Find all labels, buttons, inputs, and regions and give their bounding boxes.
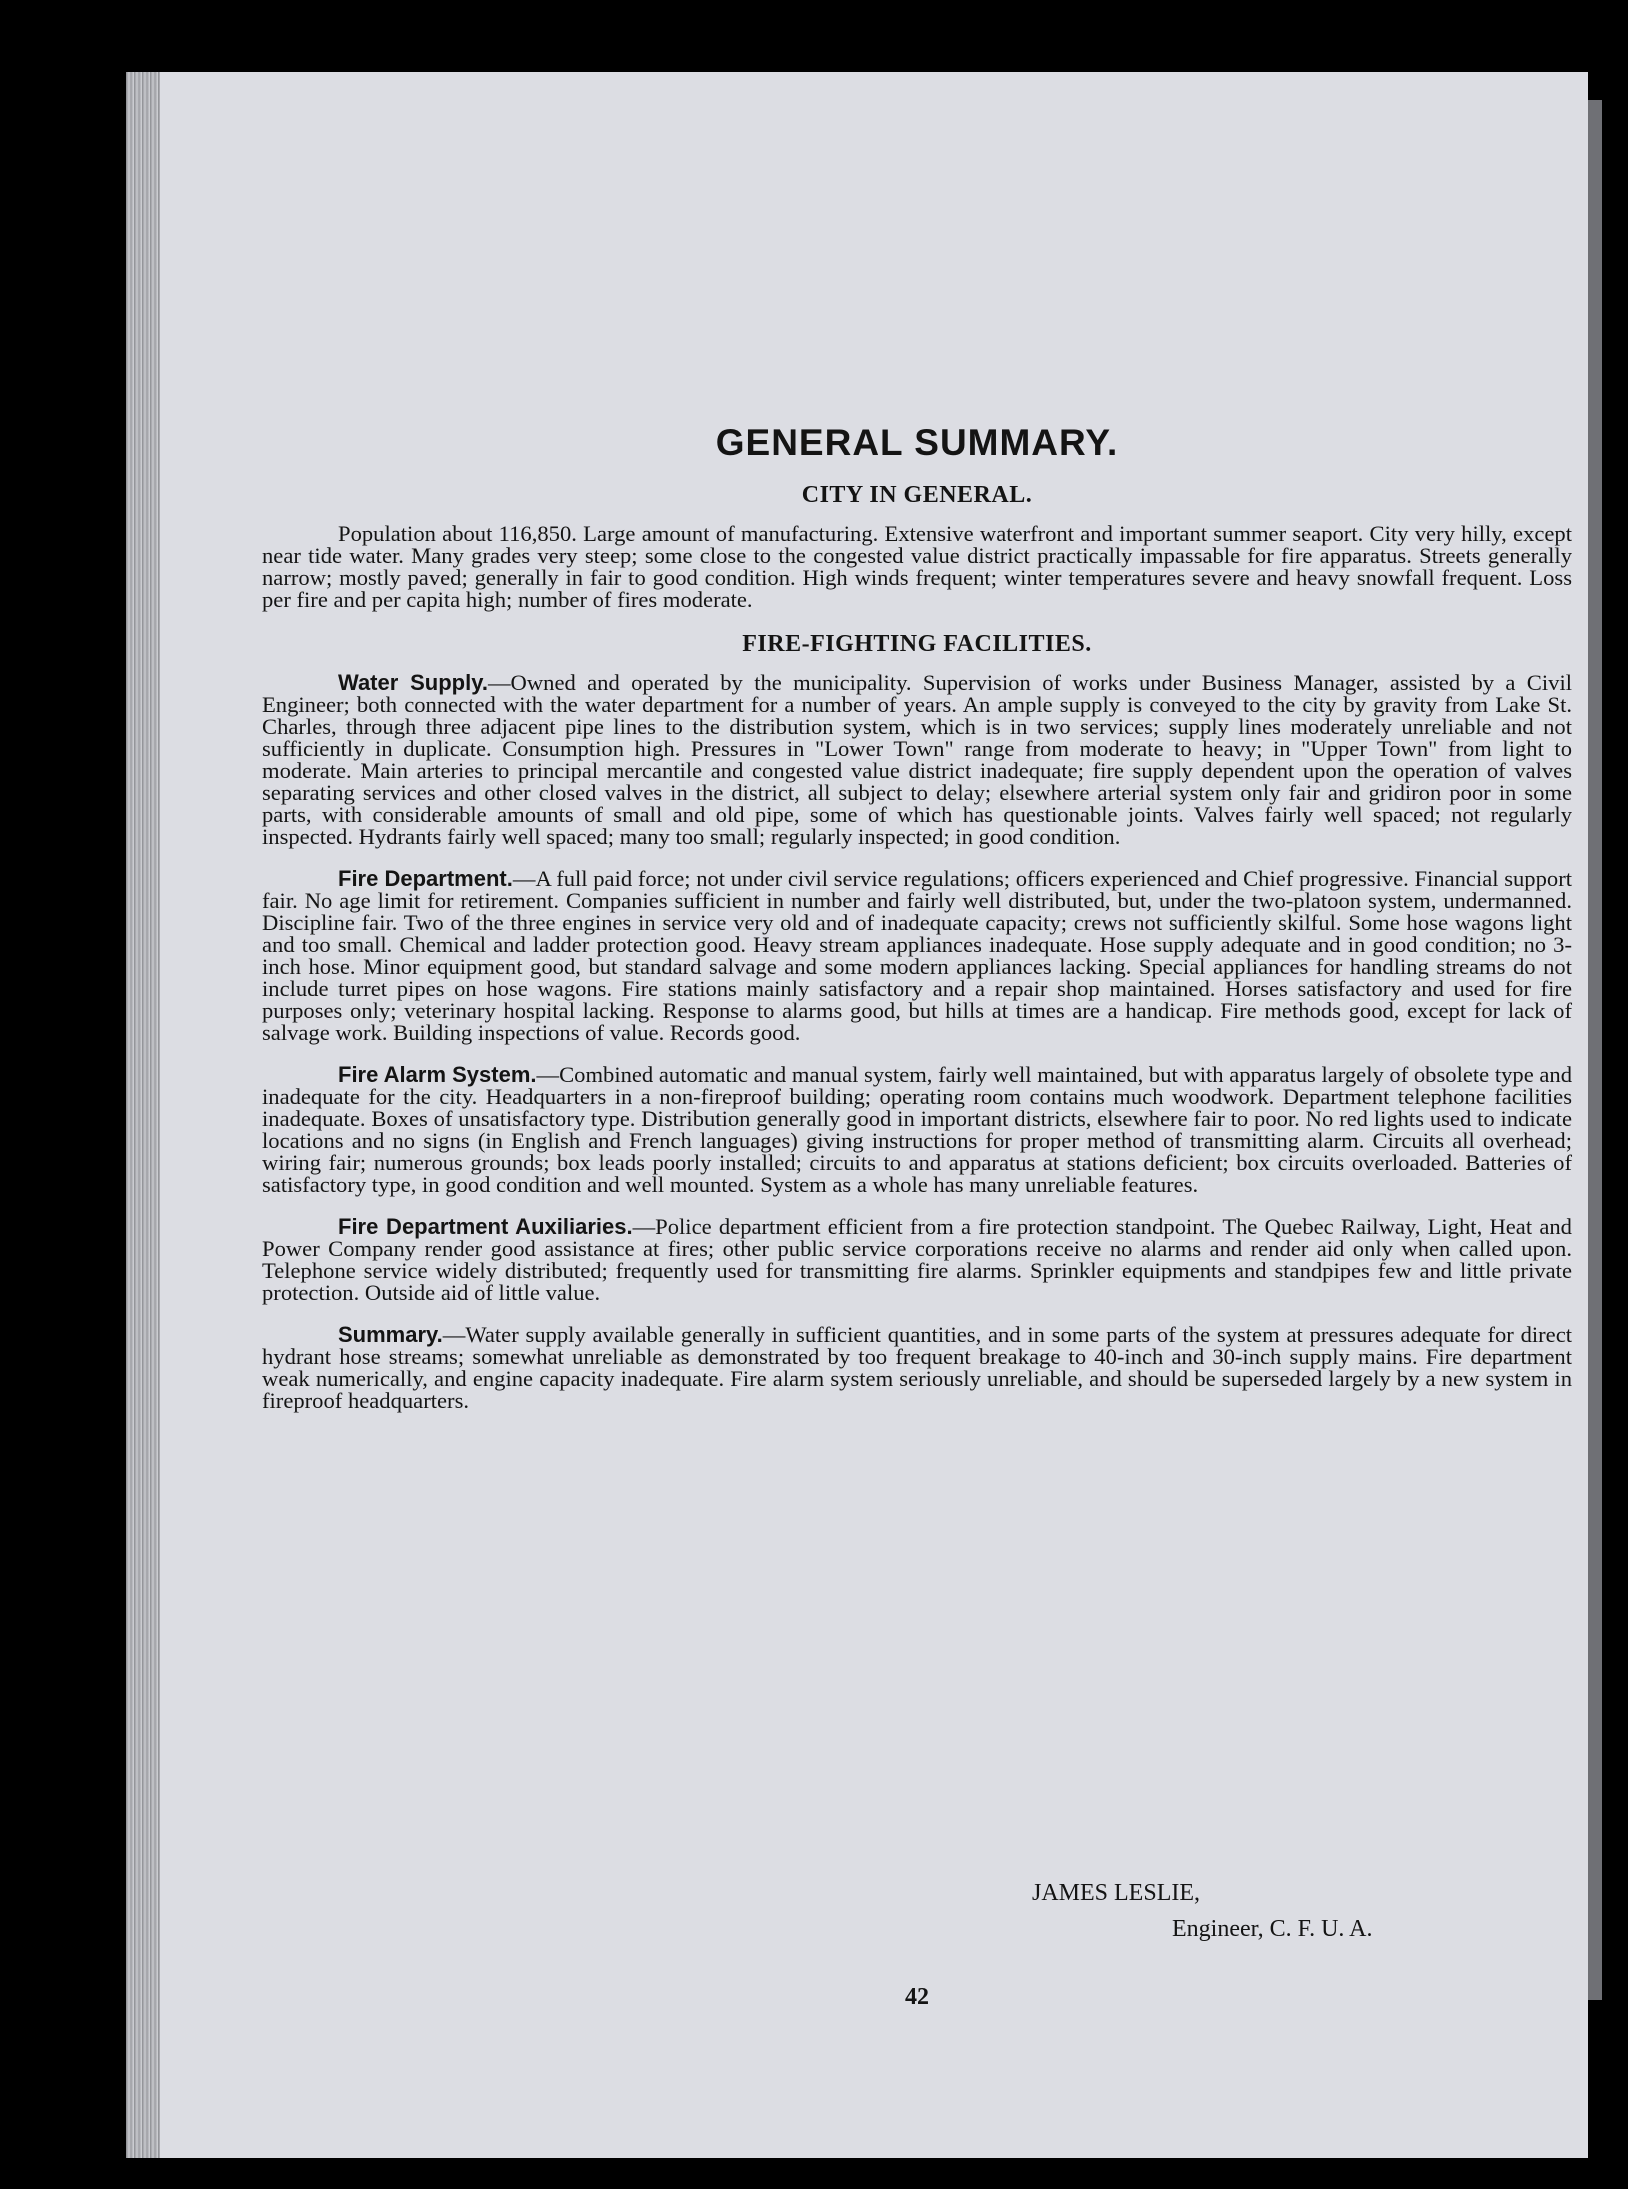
- paragraph-fire-department: [262, 868, 1572, 1044]
- paragraph-auxiliaries: [262, 1216, 1572, 1304]
- signature-name: JAMES LESLIE,: [1032, 1880, 1200, 1906]
- summary-text: —Water supply available generally in sufficient quantities, and in some parts of the system at pressures adequate for direct hydrant hose streams; somewhat unreliable as demonstrated by too frequent breakage to 40-inch and 30-inch supply mains. Fire department weak numerically, and engine capacity inadequate. Fire alarm system seriously unreliable, and should be superseded largely by a new system in fireproof headquarters.: [262, 1322, 1572, 1413]
- page-binding: [126, 72, 160, 2158]
- water-supply-lead: Water Supply.: [338, 670, 488, 695]
- paragraph-water-supply: [262, 672, 1572, 848]
- fire-department-text: —A full paid force; not under civil service regulations; officers experienced and Chief progressive. Financial support fair. No age limit for retirement. Companies sufficient in number and fairly well distributed, but, under the two-platoon system, undermanned. Discipline fair. Two of the three engines in service very old and of inadequate capacity; crews not sufficiently skilful. Some hose wagons light and too small. Chemical and ladder protection good. Heavy stream appliances inadequate. Hose supply adequate and in good condition; no 3-inch hose. Minor equipment good, but standard salvage and some modern appliances lacking. Special appliances for handling streams do not include turret pipes on hose wagons. Fire stations mainly satisfactory and a repair shop maintained. Horses satisfactory and used for fire purposes only; veterinary hospital lacking. Response to alarms good, but hills at times are a handicap. Fire methods good, except for lack of salvage work. Building inspections of value. Records good.: [262, 866, 1572, 1045]
- document-page: [126, 72, 1588, 2158]
- section-heading-facilities: FIRE-FIGHTING FACILITIES.: [742, 631, 1092, 657]
- summary-lead: Summary.: [338, 1322, 443, 1347]
- auxiliaries-text: —Police department efficient from a fire protection standpoint. The Quebec Railway, Light, Heat and Power Company render good assistance at fires; other public service corporations receive no alarms and render aid only when called upon. Telephone service widely distributed; frequently used for transmitting fire alarms. Sprinkler equipments and standpipes few and little private protection. Outside aid of little value.: [262, 1214, 1572, 1305]
- adjacent-page-edge: [1588, 100, 1602, 2000]
- fire-department-lead: Fire Department.: [338, 866, 513, 891]
- paragraph-city-in-general: Population about 116,850. Large amount of manufacturing. Extensive waterfront and important summer seaport. City very hilly, except near tide water. Many grades very steep; some close to the congested value district practically impassable for fire apparatus. Streets generally narrow; mostly paved; generally in fair to good condition. High winds frequent; winter temperatures severe and heavy snowfall frequent. Loss per fire and per capita high; number of fires moderate.: [262, 521, 1572, 612]
- page-title: GENERAL SUMMARY.: [715, 422, 1119, 463]
- auxiliaries-lead: Fire Department Auxiliaries.: [338, 1214, 633, 1239]
- page-number: 42: [905, 1984, 929, 2010]
- fire-alarm-text: —Combined automatic and manual system, fairly well maintained, but with apparatus largely of obsolete type and inadequate for the city. Headquarters in a non-fireproof building; operating room contains much woodwork. Department telephone facilities inadequate. Boxes of unsatisfactory type. Distribution generally good in important districts, elsewhere fair to poor. No red lights used to indicate locations and no signs (in English and French languages) giving instructions for proper method of transmitting alarm. Circuits all overhead; wiring fair; numerous grounds; box leads poorly installed; circuits to and apparatus at stations deficient; box circuits overloaded. Batteries of satisfactory type, in good condition and well mounted. System as a whole has many unreliable features.: [262, 1062, 1572, 1197]
- paragraph-fire-alarm: [262, 1064, 1572, 1196]
- fire-alarm-lead: Fire Alarm System.: [338, 1062, 537, 1087]
- paragraph-summary: [262, 1324, 1572, 1412]
- section-heading-city: CITY IN GENERAL.: [801, 482, 1033, 508]
- signature-title: Engineer, C. F. U. A.: [1172, 1916, 1373, 1942]
- water-supply-text: —Owned and operated by the municipality. Supervision of works under Business Manager, assisted by a Civil Engineer; both connected with the water department for a number of years. An ample supply is conveyed to the city by gravity from Lake St. Charles, through three adjacent pipe lines to the distribution system, which is in two services; supply lines moderately unreliable and not sufficiently in duplicate. Consumption high. Pressures in "Lower Town" range from moderate to heavy; in "Upper Town" from light to moderate. Main arteries to principal mercantile and congested value district inadequate; fire supply dependent upon the operation of valves separating services and other closed valves in the district, all subject to delay; elsewhere arterial system only fair and gridiron poor in some parts, with considerable amounts of small and old pipe, some of which has questionable joints. Valves fairly well spaced; not regularly inspected. Hydrants fairly well spaced; many too small; regularly inspected; in good condition.: [262, 670, 1572, 849]
- page-content: [262, 422, 1572, 2010]
